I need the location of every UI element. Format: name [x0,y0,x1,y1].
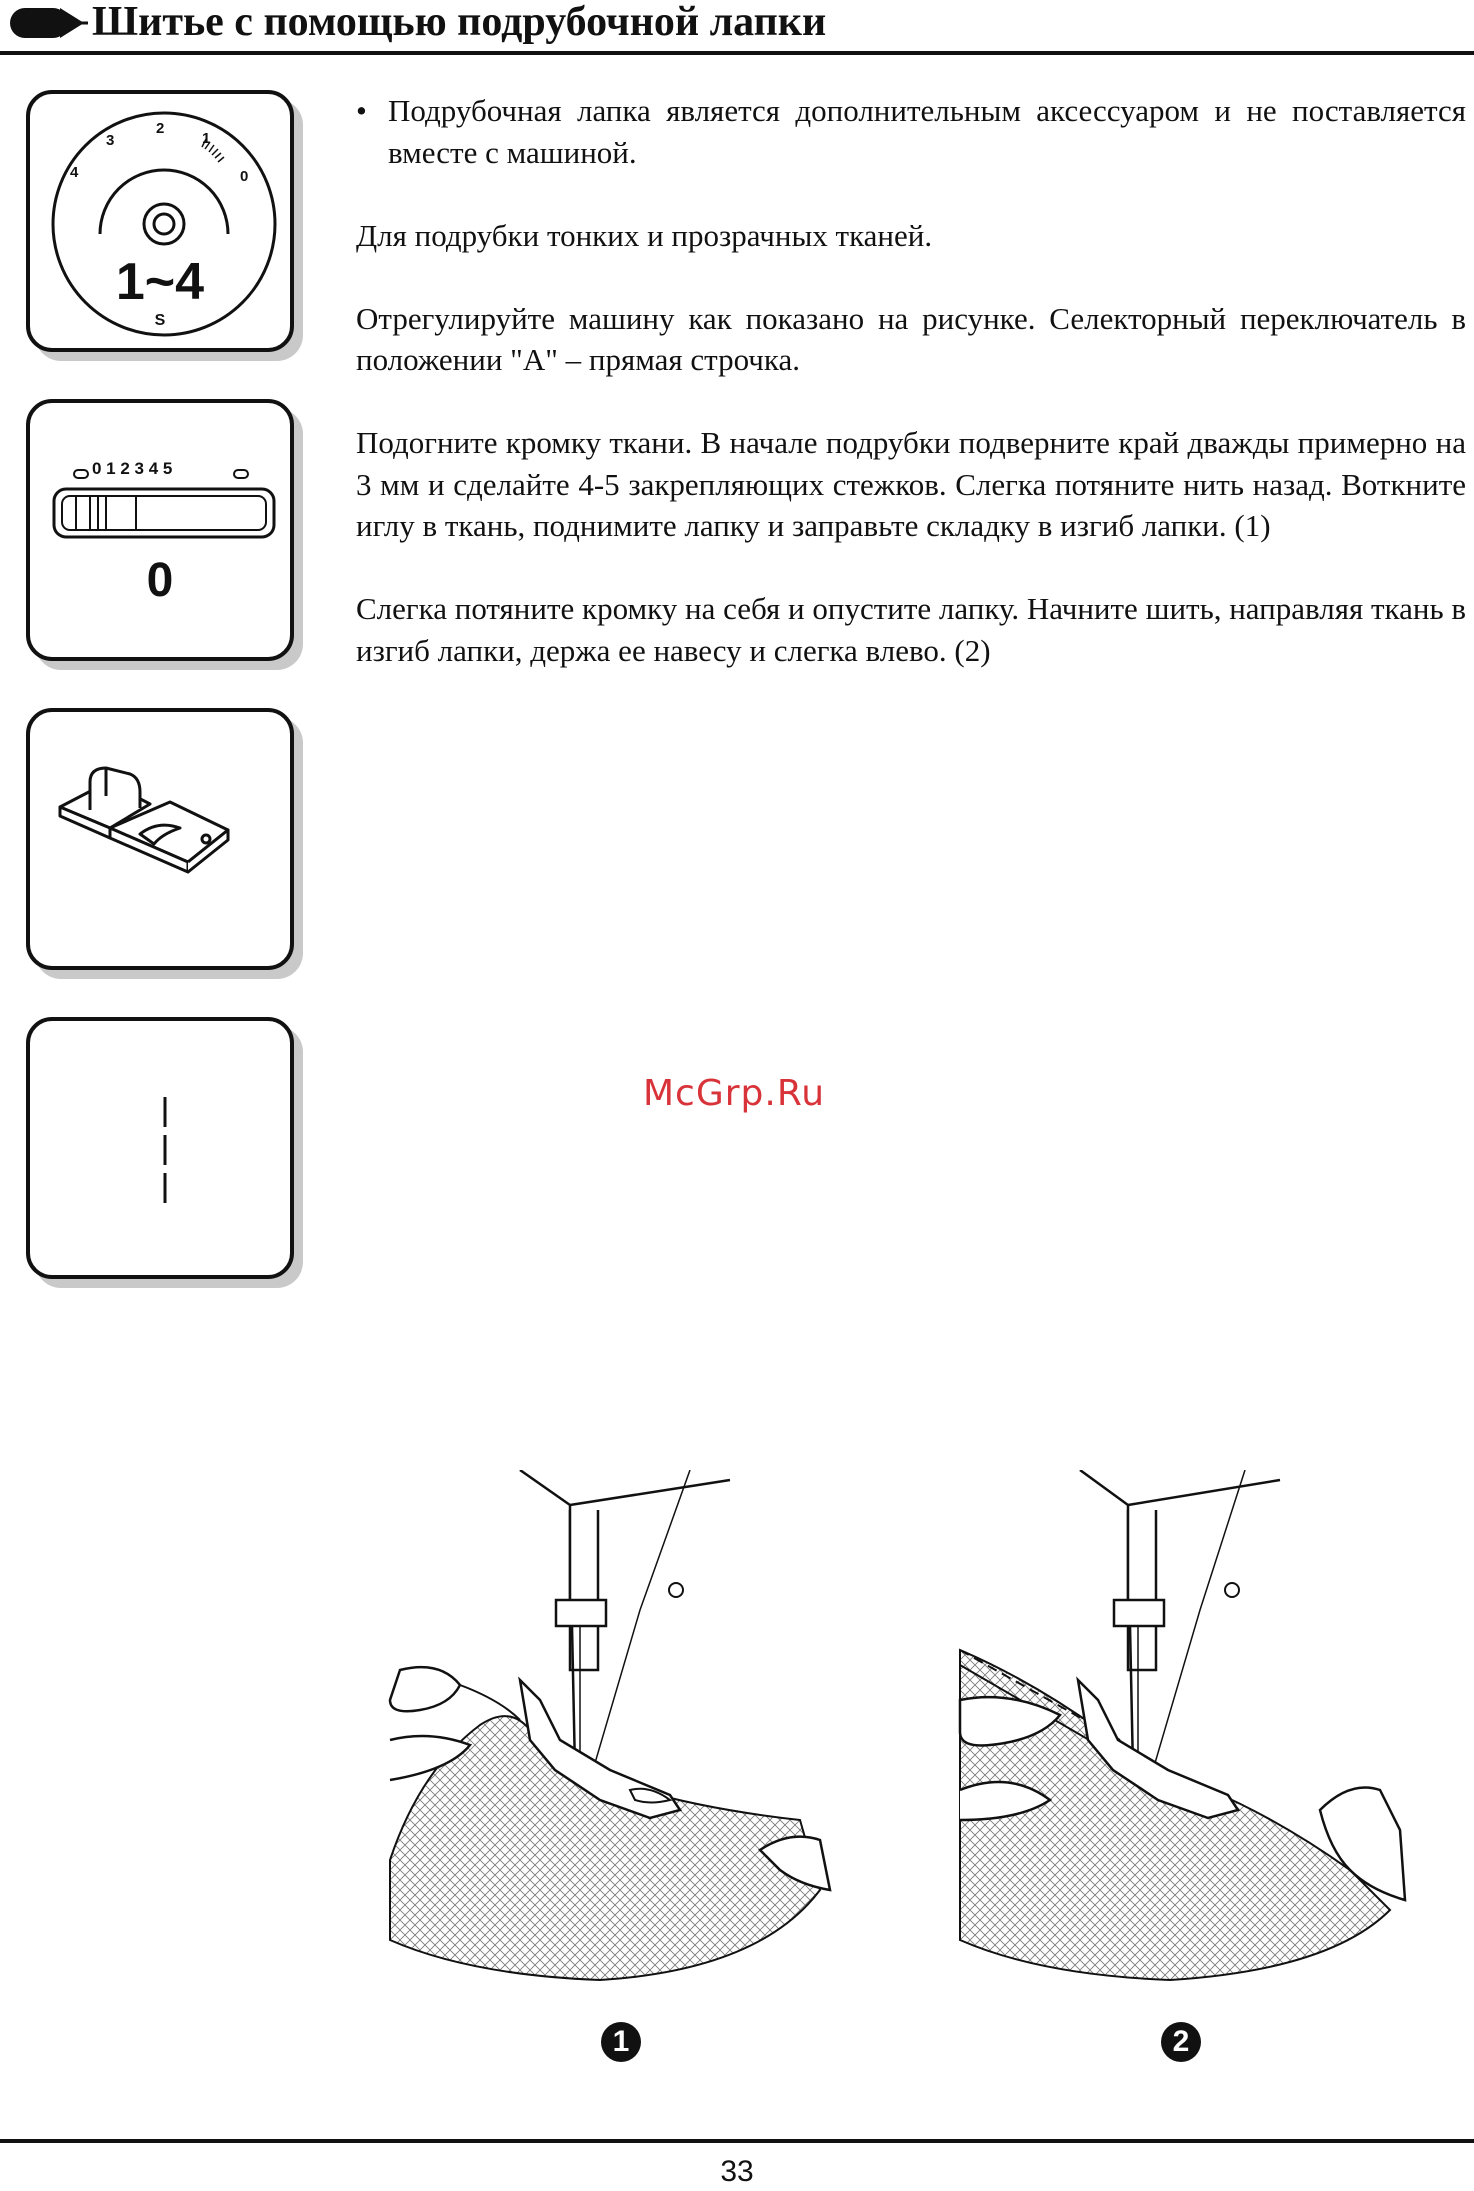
dial-number: 0 [240,168,249,185]
footer-rule [0,2139,1474,2143]
dial-number: 3 [106,132,115,149]
dial-number: 1 [202,130,211,147]
stitch-pattern-panel [26,1017,294,1279]
illustration-step-1 [380,1470,860,1990]
stitch-length-panel [26,90,294,352]
page-number: 33 [720,2155,754,2188]
dial-number: 4 [70,164,79,181]
paragraph-purpose: Для подрубки тонких и прозрачных тканей. [356,217,933,253]
stitch-width-value: 0 [146,554,174,607]
paragraph-step-1: Подогните кромку ткани. В начале подрубки подверните край дважды примерно на 3 мм и сделайте 4-5 закрепляющих стежков. Слегка потяните нить назад. Воткните иглу в ткань, поднимите лапку и заправьте складку в изгиб лапки. (1) [356,425,1466,543]
page-title: Шитье с помощью подрубочной лапки [92,0,827,45]
section-marker-icon [10,6,88,40]
instructions-text [356,90,1466,713]
watermark: McGrp.Ru [643,1073,826,1114]
dial-s-label: S [154,312,166,329]
step-1-badge: 1 [601,2022,641,2062]
straight-stitch-icon [30,1021,290,1275]
stitch-length-value: 1~4 [115,253,205,311]
page-header [0,0,1474,56]
dial-number: 2 [156,120,165,137]
hemmer-foot-icon [30,712,290,966]
paragraph-setup: Отрегулируйте машину как показано на рисунке. Селекторный переключатель в положении "А" – прямая строчка. [356,300,1466,377]
bullet-marker: • [356,93,367,128]
step-2-badge: 2 [1161,2022,1201,2062]
paragraph-step-2: Слегка потяните кромку на себя и опустите лапку. Начните шить, направляя ткань в изгиб лапки, держа ее навесу и слегка влево. (2) [356,591,1466,668]
accessory-note: • Подрубочная лапка является дополнительным аксессуаром и не поставляется вместе с машиной. [356,90,1466,173]
header-rule [0,51,1474,55]
width-scale: 0 1 2 3 4 5 [92,459,173,478]
stitch-width-slider-icon [30,403,290,657]
stitch-width-panel [26,399,294,661]
presser-foot-panel [26,708,294,970]
illustration-step-2 [950,1470,1430,1990]
